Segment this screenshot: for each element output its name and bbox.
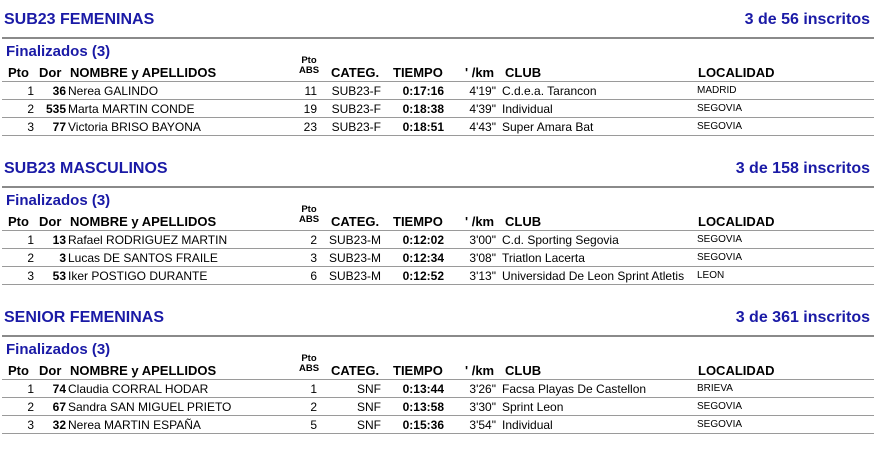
header-club: CLUB [505, 363, 542, 378]
cell-km: 3'13" [469, 269, 496, 283]
cell-pto: 3 [27, 418, 34, 432]
table-row [2, 101, 874, 118]
header-categ: CATEG. [331, 65, 380, 80]
registered-count: 3 de 361 inscritos [735, 309, 870, 326]
results-section [0, 11, 879, 151]
cell-localidad: SEGOVIA [697, 419, 743, 430]
header-divider [2, 81, 874, 82]
cell-nombre: Iker POSTIGO DURANTE [68, 269, 208, 283]
row-divider [2, 135, 874, 136]
row-divider [2, 117, 874, 118]
header-nombre: NOMBRE y APELLIDOS [70, 65, 217, 80]
cell-dor: 32 [52, 418, 66, 432]
cell-pto: 1 [27, 233, 34, 247]
cell-dor: 53 [52, 269, 66, 283]
table-row [2, 381, 874, 398]
row-divider [2, 415, 874, 416]
cell-km: 4'19" [469, 84, 496, 98]
header-km: ' /km [465, 65, 495, 80]
cell-km: 3'30" [469, 400, 496, 414]
registered-count: 3 de 56 inscritos [744, 11, 870, 28]
cell-nombre: Nerea GALINDO [68, 84, 159, 98]
cell-abs: 1 [310, 382, 317, 396]
cell-pto: 2 [27, 400, 34, 414]
section-divider [2, 37, 874, 39]
header-club: CLUB [505, 214, 542, 229]
cell-tiempo: 0:18:51 [402, 120, 444, 134]
cell-nombre: Lucas DE SANTOS FRAILE [68, 251, 218, 265]
header-km: ' /km [465, 363, 495, 378]
cell-nombre: Marta MARTIN CONDE [68, 102, 195, 116]
cell-tiempo: 0:12:52 [402, 269, 444, 283]
category-title: SUB23 FEMENINAS [4, 11, 155, 28]
header-divider [2, 379, 874, 380]
cell-localidad: SEGOVIA [697, 252, 743, 263]
cell-club: Super Amara Bat [502, 120, 594, 134]
row-divider [2, 397, 874, 398]
cell-club: C.d. Sporting Segovia [502, 233, 619, 247]
section-divider [2, 186, 874, 188]
registered-count: 3 de 158 inscritos [735, 160, 870, 177]
finished-subtitle: Finalizados (3) [6, 43, 111, 60]
cell-pto: 2 [27, 102, 34, 116]
finished-subtitle: Finalizados (3) [6, 341, 111, 358]
results-section [0, 160, 879, 300]
cell-club: Universidad De Leon Sprint Atletis [502, 269, 685, 283]
cell-dor: 13 [52, 233, 66, 247]
row-divider [2, 248, 874, 249]
cell-localidad: SEGOVIA [697, 401, 743, 412]
cell-abs: 2 [310, 400, 317, 414]
cell-club: C.d.e.a. Tarancon [502, 84, 597, 98]
category-title: SENIOR FEMENINAS [4, 309, 165, 326]
cell-categ: SNF [357, 400, 381, 414]
cell-categ: SUB23-M [328, 269, 381, 283]
cell-tiempo: 0:15:36 [402, 418, 444, 432]
cell-dor: 74 [52, 382, 66, 396]
cell-pto: 3 [27, 120, 34, 134]
header-pto-abs [296, 354, 322, 374]
header-pto: Pto [8, 65, 29, 80]
cell-tiempo: 0:18:38 [402, 102, 444, 116]
table-row [2, 268, 874, 285]
cell-club: Sprint Leon [502, 400, 564, 414]
cell-localidad: MADRID [697, 85, 737, 96]
cell-localidad: SEGOVIA [697, 121, 743, 132]
cell-tiempo: 0:13:58 [402, 400, 444, 414]
cell-tiempo: 0:12:02 [402, 233, 444, 247]
cell-nombre: Victoria BRISO BAYONA [68, 120, 201, 134]
header-tiempo: TIEMPO [393, 214, 443, 229]
cell-abs: 6 [310, 269, 317, 283]
finished-subtitle: Finalizados (3) [6, 192, 111, 209]
table-row [2, 232, 874, 249]
header-nombre: NOMBRE y APELLIDOS [70, 214, 217, 229]
cell-tiempo: 0:12:34 [402, 251, 444, 265]
header-club: CLUB [505, 65, 542, 80]
cell-club: Individual [502, 102, 553, 116]
header-pto-abs-bottom: ABS [298, 363, 320, 374]
header-pto-abs-bottom: ABS [298, 214, 320, 225]
header-categ: CATEG. [331, 363, 380, 378]
cell-dor: 535 [45, 102, 66, 116]
cell-dor: 67 [52, 400, 66, 414]
header-pto-abs [296, 205, 322, 225]
cell-pto: 2 [27, 251, 34, 265]
header-tiempo: TIEMPO [393, 65, 443, 80]
cell-categ: SUB23-F [331, 102, 381, 116]
results-section [0, 309, 879, 449]
cell-abs: 23 [303, 120, 317, 134]
cell-categ: SUB23-M [328, 251, 381, 265]
cell-pto: 1 [27, 84, 34, 98]
cell-nombre: Nerea MARTIN ESPAÑA [68, 418, 201, 432]
cell-tiempo: 0:17:16 [402, 84, 444, 98]
cell-localidad: BRIEVA [697, 383, 733, 394]
header-tiempo: TIEMPO [393, 363, 443, 378]
row-divider [2, 433, 874, 434]
cell-nombre: Sandra SAN MIGUEL PRIETO [68, 400, 232, 414]
row-divider [2, 99, 874, 100]
cell-abs: 11 [304, 84, 317, 98]
cell-km: 3'00" [469, 233, 496, 247]
header-pto: Pto [8, 214, 29, 229]
cell-dor: 77 [52, 120, 66, 134]
cell-categ: SNF [357, 382, 381, 396]
header-localidad: LOCALIDAD [698, 65, 775, 80]
cell-dor: 3 [59, 251, 66, 265]
cell-localidad: LEON [697, 270, 725, 281]
cell-localidad: SEGOVIA [697, 103, 743, 114]
cell-club: Individual [502, 418, 553, 432]
header-pto-abs [296, 56, 322, 76]
header-dor: Dor [39, 363, 62, 378]
cell-categ: SUB23-F [331, 120, 381, 134]
category-title: SUB23 MASCULINOS [4, 160, 168, 177]
cell-club: Facsa Playas De Castellon [502, 382, 647, 396]
header-pto-abs-top: Pto [301, 55, 317, 66]
cell-km: 3'26" [469, 382, 496, 396]
cell-km: 4'39" [469, 102, 496, 116]
cell-abs: 19 [303, 102, 317, 116]
row-divider [2, 266, 874, 267]
cell-categ: SUB23-F [331, 84, 381, 98]
header-pto-abs-top: Pto [301, 204, 317, 215]
header-km: ' /km [465, 214, 495, 229]
header-pto: Pto [8, 363, 29, 378]
cell-abs: 3 [310, 251, 317, 265]
header-nombre: NOMBRE y APELLIDOS [70, 363, 217, 378]
cell-nombre: Claudia CORRAL HODAR [68, 382, 209, 396]
cell-categ: SUB23-M [328, 233, 381, 247]
header-pto-abs-top: Pto [301, 353, 317, 364]
table-row [2, 119, 874, 136]
cell-pto: 1 [27, 382, 34, 396]
cell-km: 3'54" [469, 418, 496, 432]
table-row [2, 250, 874, 267]
header-pto-abs-bottom: ABS [298, 65, 320, 76]
cell-club: Triatlon Lacerta [502, 251, 585, 265]
cell-abs: 5 [310, 418, 317, 432]
header-divider [2, 230, 874, 231]
cell-dor: 36 [52, 84, 66, 98]
header-dor: Dor [39, 65, 62, 80]
header-localidad: LOCALIDAD [698, 214, 775, 229]
cell-abs: 2 [310, 233, 317, 247]
section-divider [2, 335, 874, 337]
cell-tiempo: 0:13:44 [402, 382, 444, 396]
cell-localidad: SEGOVIA [697, 234, 743, 245]
table-row [2, 83, 874, 100]
header-categ: CATEG. [331, 214, 380, 229]
row-divider [2, 284, 874, 285]
cell-km: 3'08" [469, 251, 496, 265]
cell-pto: 3 [27, 269, 34, 283]
table-row [2, 399, 874, 416]
table-row [2, 417, 874, 434]
cell-nombre: Rafael RODRIGUEZ MARTIN [68, 233, 228, 247]
header-dor: Dor [39, 214, 62, 229]
cell-km: 4'43" [469, 120, 496, 134]
header-localidad: LOCALIDAD [698, 363, 775, 378]
cell-categ: SNF [357, 418, 381, 432]
